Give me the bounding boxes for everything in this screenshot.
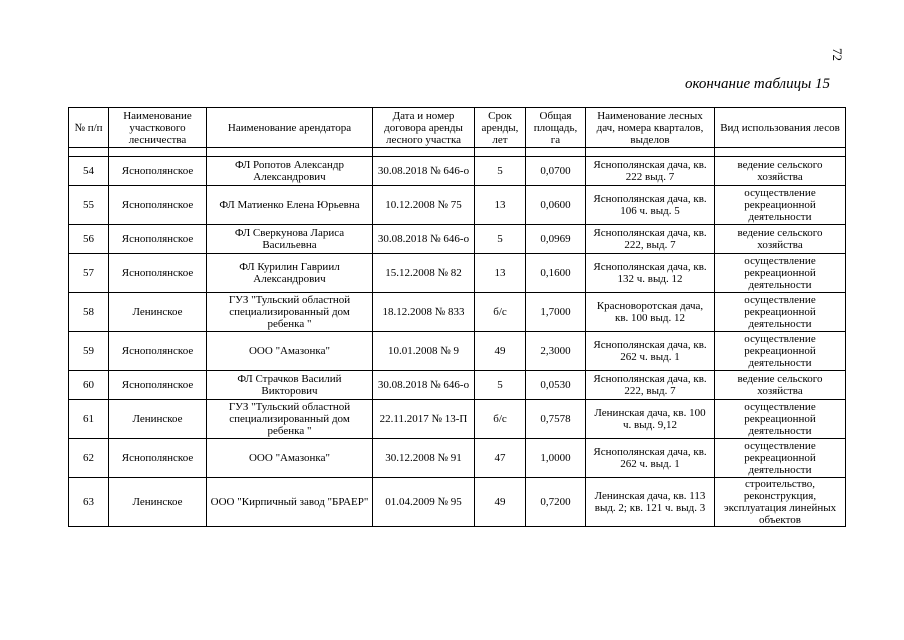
cell-location: Яснополянская дача, кв. 222, выд. 7 [586, 225, 715, 254]
cell-location: Яснополянская дача, кв. 106 ч. выд. 5 [586, 186, 715, 225]
cell-tenant: ФЛ Сверкунова Лариса Васильевна [207, 225, 373, 254]
cell-contract: 01.04.2009 № 95 [373, 478, 475, 527]
cell-contract: 18.12.2008 № 833 [373, 293, 475, 332]
cell-area: 2,3000 [526, 332, 586, 371]
cell-usage: ведение сельского хозяйства [715, 157, 846, 186]
cell-area: 0,0700 [526, 157, 586, 186]
cell-contract: 10.12.2008 № 75 [373, 186, 475, 225]
cell-term: 13 [475, 254, 526, 293]
cell-term: 47 [475, 439, 526, 478]
cell-num: 56 [69, 225, 109, 254]
table-row [69, 157, 846, 186]
cell-location: Яснополянская дача, кв. 262 ч. выд. 1 [586, 332, 715, 371]
cell-forestry: Яснополянское [109, 439, 207, 478]
table-caption: окончание таблицы 15 [684, 76, 830, 92]
cell-num: 54 [69, 157, 109, 186]
cell-tenant: ГУЗ "Тульский областной специализированный дом ребенка " [207, 293, 373, 332]
cell-area: 0,7200 [526, 478, 586, 527]
header-area: Общая площадь, га [526, 108, 586, 148]
header-usage: Вид использования лесов [715, 108, 846, 148]
cell-location: Яснополянская дача, кв. 222, выд. 7 [586, 371, 715, 400]
cell-area: 0,0530 [526, 371, 586, 400]
cell-forestry: Ленинское [109, 400, 207, 439]
cell-term: 5 [475, 371, 526, 400]
table-row [69, 400, 846, 439]
cell-contract: 15.12.2008 № 82 [373, 254, 475, 293]
table-row [69, 186, 846, 225]
cell-usage: ведение сельского хозяйства [715, 225, 846, 254]
cell-area: 0,7578 [526, 400, 586, 439]
cell-forestry: Яснополянское [109, 157, 207, 186]
table-row [69, 332, 846, 371]
cell-usage: осуществление рекреационной деятельности [715, 439, 846, 478]
cell-num: 60 [69, 371, 109, 400]
cell-term: 49 [475, 478, 526, 527]
table-row [69, 478, 846, 527]
cell-contract: 30.08.2018 № 646-о [373, 225, 475, 254]
header-tenant: Наименование арендатора [207, 108, 373, 148]
cell-num: 57 [69, 254, 109, 293]
cell-area: 1,7000 [526, 293, 586, 332]
cell-location: Яснополянская дача, кв. 132 ч. выд. 12 [586, 254, 715, 293]
cell-forestry: Яснополянское [109, 371, 207, 400]
cell-location: Ленинская дача, кв. 100 ч. выд. 9,12 [586, 400, 715, 439]
cell-location: Красноворотская дача, кв. 100 выд. 12 [586, 293, 715, 332]
cell-term: б/с [475, 293, 526, 332]
cell-tenant: ГУЗ "Тульский областной специализированный дом ребенка " [207, 400, 373, 439]
cell-tenant: ФЛ Ропотов Александр Александрович [207, 157, 373, 186]
cell-tenant: ФЛ Курилин Гавриил Александрович [207, 254, 373, 293]
cell-area: 0,0600 [526, 186, 586, 225]
cell-area: 0,1600 [526, 254, 586, 293]
cell-num: 59 [69, 332, 109, 371]
cell-location: Яснополянская дача, кв. 262 ч. выд. 1 [586, 439, 715, 478]
cell-num: 61 [69, 400, 109, 439]
header-num: № п/п [69, 108, 109, 148]
cell-forestry: Яснополянское [109, 186, 207, 225]
cell-forestry: Яснополянское [109, 225, 207, 254]
table-row [69, 371, 846, 400]
cell-forestry: Ленинское [109, 293, 207, 332]
table-row [69, 225, 846, 254]
cell-num: 62 [69, 439, 109, 478]
cell-area: 1,0000 [526, 439, 586, 478]
cell-tenant: ФЛ Страчков Василий Викторович [207, 371, 373, 400]
table-body [69, 157, 846, 527]
cell-forestry: Яснополянское [109, 254, 207, 293]
cell-tenant: ФЛ Матиенко Елена Юрьевна [207, 186, 373, 225]
cell-term: 13 [475, 186, 526, 225]
cell-forestry: Яснополянское [109, 332, 207, 371]
spacer-row [69, 148, 846, 157]
cell-usage: строительство, реконструкция, эксплуатация линейных объектов [715, 478, 846, 527]
cell-num: 63 [69, 478, 109, 527]
header-term: Срок аренды, лет [475, 108, 526, 148]
cell-tenant: ООО "Кирпичный завод "БРАЕР" [207, 478, 373, 527]
cell-num: 58 [69, 293, 109, 332]
cell-tenant: ООО "Амазонка" [207, 439, 373, 478]
cell-usage: ведение сельского хозяйства [715, 371, 846, 400]
cell-area: 0,0969 [526, 225, 586, 254]
cell-usage: осуществление рекреационной деятельности [715, 254, 846, 293]
header-row [69, 108, 846, 148]
header-contract: Дата и номер договора аренды лесного участка [373, 108, 475, 148]
cell-term: 49 [475, 332, 526, 371]
cell-location: Яснополянская дача, кв. 222 выд. 7 [586, 157, 715, 186]
table-row [69, 254, 846, 293]
cell-contract: 30.12.2008 № 91 [373, 439, 475, 478]
page-number: 72 [830, 48, 845, 61]
cell-usage: осуществление рекреационной деятельности [715, 400, 846, 439]
cell-contract: 10.01.2008 № 9 [373, 332, 475, 371]
cell-num: 55 [69, 186, 109, 225]
cell-contract: 30.08.2018 № 646-о [373, 371, 475, 400]
cell-location: Ленинская дача, кв. 113 выд. 2; кв. 121 ч. выд. 3 [586, 478, 715, 527]
table-row [69, 439, 846, 478]
table-row [69, 293, 846, 332]
cell-forestry: Ленинское [109, 478, 207, 527]
cell-usage: осуществление рекреационной деятельности [715, 332, 846, 371]
cell-term: 5 [475, 225, 526, 254]
header-location: Наименование лесных дач, номера кварталов, выделов [586, 108, 715, 148]
cell-contract: 30.08.2018 № 646-о [373, 157, 475, 186]
lease-table [68, 107, 846, 527]
cell-contract: 22.11.2017 № 13-П [373, 400, 475, 439]
cell-usage: осуществление рекреационной деятельности [715, 186, 846, 225]
cell-term: б/с [475, 400, 526, 439]
header-forestry: Наименование участкового лесничества [109, 108, 207, 148]
cell-tenant: ООО "Амазонка" [207, 332, 373, 371]
cell-term: 5 [475, 157, 526, 186]
cell-usage: осуществление рекреационной деятельности [715, 293, 846, 332]
